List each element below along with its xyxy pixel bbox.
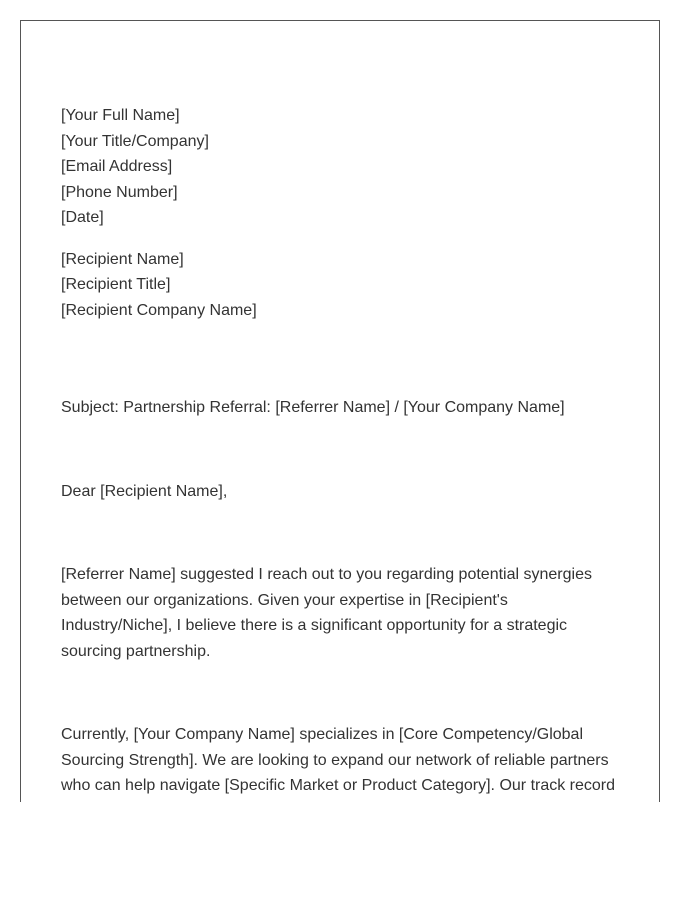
paragraph-line: who can help navigate [Specific Market or Product Category]. Our track record: [61, 777, 616, 794]
paragraph-line: [Referrer Name] suggested I reach out to you regarding potential synergies: [61, 566, 592, 583]
letter-body: [61, 103, 626, 799]
paragraph-line: Industry/Niche], I believe there is a significant opportunity for a strategic: [61, 617, 568, 634]
subject-line: Subject: Partnership Referral: [Referrer Name] / [Your Company Name]: [61, 399, 565, 416]
sender-name: [Your Full Name]: [61, 107, 180, 124]
recipient-title: [Recipient Title]: [61, 276, 171, 293]
letter-page: [20, 20, 660, 802]
salutation: Dear [Recipient Name],: [61, 482, 228, 500]
paragraph-line: between our organizations. Given your expertise in [Recipient's: [61, 591, 508, 609]
sender-phone: [Phone Number]: [61, 183, 178, 201]
paragraph-line: sourcing partnership.: [61, 642, 211, 660]
paragraph-line: Sourcing Strength]. We are looking to expand our network of reliable partners: [61, 751, 609, 769]
recipient-company: [Recipient Company Name]: [61, 301, 257, 319]
sender-title-company: [Your Title/Company]: [61, 132, 209, 150]
paragraph-company: [61, 722, 626, 799]
recipient-name: [Recipient Name]: [61, 250, 184, 268]
sender-block: [61, 103, 626, 231]
sender-email: [Email Address]: [61, 158, 173, 175]
paragraph-referral: [61, 562, 626, 664]
paragraph-line: Currently, [Your Company Name] specializes in [Core Competency/Global: [61, 726, 584, 743]
letter-date: [Date]: [61, 209, 104, 226]
recipient-block: [61, 247, 626, 324]
